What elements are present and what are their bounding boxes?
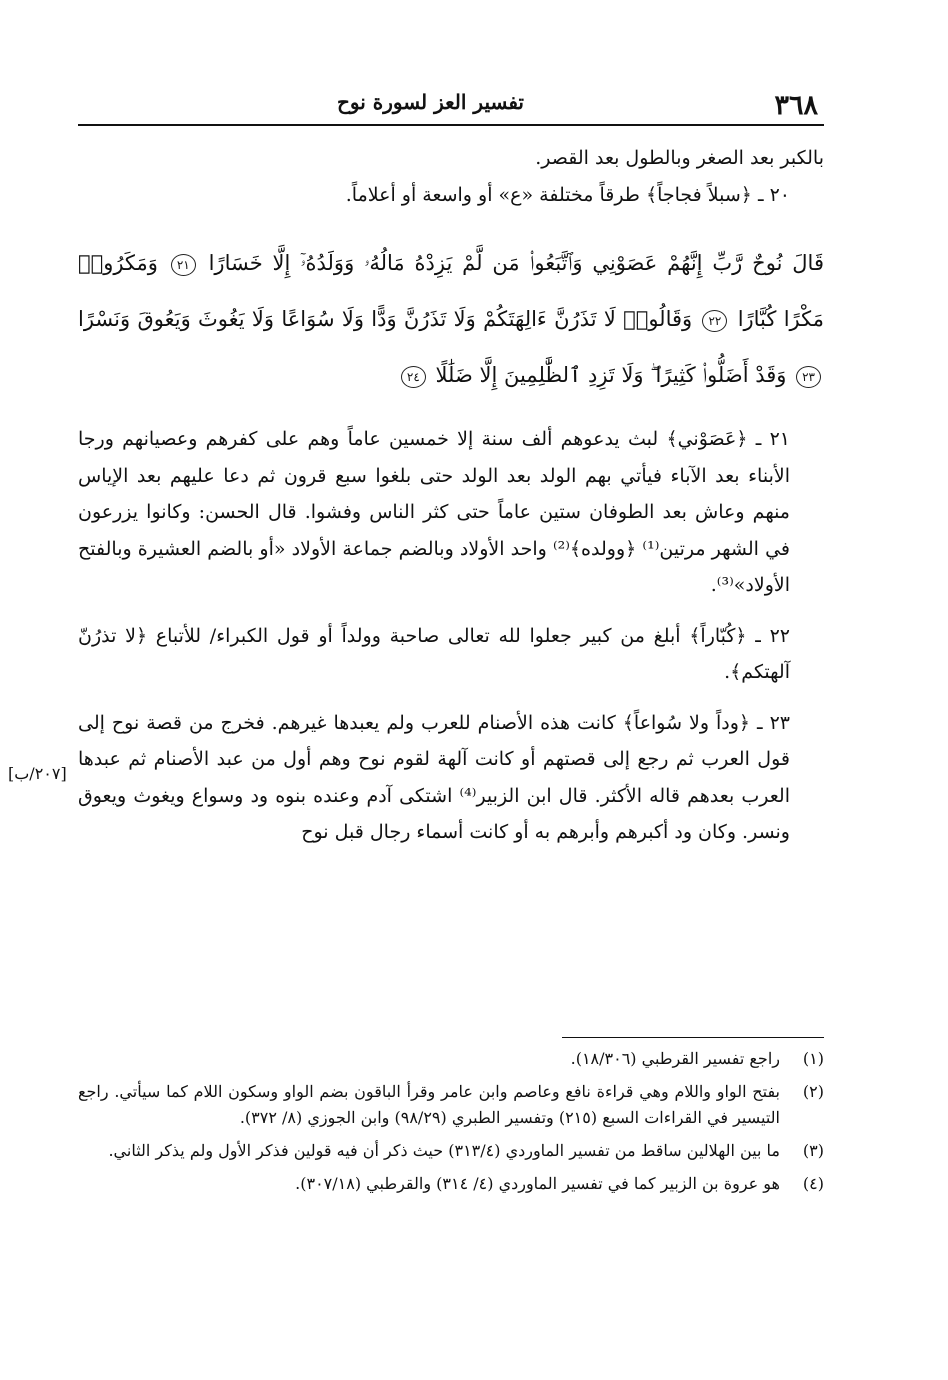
footnote bbox=[78, 1138, 824, 1164]
footnote-text: راجع تفسير القرطبي (١٨/٣٠٦). bbox=[570, 1049, 780, 1068]
paragraph-continuation: بالكبر بعد الصغر وبالطول بعد القصر. bbox=[535, 147, 824, 169]
ayah-marker-23: ٢٣ bbox=[796, 366, 821, 388]
footnote-text: ما بين الهلالين ساقط من تفسير الماوردي (٣١٣/٤) حيث ذكر أن فيه قولين فذكر الأول ولم يذكر الثاني. bbox=[108, 1141, 780, 1160]
ayah-24-text: وَقَدْ أَضَلُّوا۟ كَثِيرًا ۖ وَلَا تَزِدِ ٱلظَّٰلِمِينَ إِلَّا ضَلَٰلًا bbox=[435, 363, 787, 387]
header-rule bbox=[78, 124, 824, 126]
footnote-text: بفتح الواو واللام وهي قراءة نافع وعاصم وابن عامر وقرأ الباقون بضم الواو وسكون اللام كما سيأتي. راجع التيسير في القراءات السبع (٢١٥) وتفسير الطبري (٩٨/٢٩) وابن الجوزي (٨/ ٣٧٢). bbox=[78, 1082, 780, 1127]
ayah-marker-24: ٢٤ bbox=[401, 366, 426, 388]
footnote-number: (١) bbox=[802, 1049, 824, 1068]
page-number: ٣٦٨ bbox=[774, 90, 818, 121]
paragraph-verse-21: ٢١ ـ ﴿عَصَوْني﴾ لبث يدعوهم ألف سنة إلا خمسين عاماً وهم على كفرهم وعصيانهم ورجا الأبناء بعد الآباء فيأتي بهم الولد بعد الولد حتى بلغوا سبع قرون ثم دعا عليهم بعد الإياس منهم وعاش بعد الطوفان ستين عاماً حتى كثر الناس وفشوا. قال الحسن: وكانوا يزرعون في الشهر مرتين⁽¹⁾ ﴿وولده﴾⁽²⁾ واحد الأولاد وبالضم جماعة الأولاد «أو بالضم العشيرة وبالفتح الأولاد»⁽³⁾. bbox=[78, 428, 791, 596]
footnotes bbox=[78, 1046, 824, 1204]
paragraph-verse-20: ٢٠ ـ ﴿سبلاً فجاجاً﴾ طرقاً مختلفة «ع» أو واسعة أو أعلاماً. bbox=[345, 183, 790, 206]
running-title: تفسير العز لسورة نوح bbox=[336, 90, 524, 114]
page-header bbox=[78, 84, 824, 124]
footnote bbox=[78, 1046, 824, 1072]
ayah-22-text: وَمَكَرُوا۟ مَكْرًا كُبَّارًا bbox=[78, 251, 824, 331]
footnote bbox=[78, 1079, 824, 1131]
footnote-number: (٣) bbox=[802, 1141, 824, 1160]
footnote-text: هو عروة بن الزبير كما في تفسير الماوردي (٤/ ٣١٤) والقرطبي (٣٠٧/١٨). bbox=[295, 1174, 780, 1193]
footnote-number: (٢) bbox=[802, 1082, 824, 1101]
manuscript-folio-note: [٢٠٧/ب] bbox=[8, 764, 67, 783]
ayah-marker-22: ٢٢ bbox=[702, 310, 727, 332]
quran-passage bbox=[78, 235, 824, 403]
ayah-23-text: وَقَالُوا۟ لَا تَذَرُنَّ ءَالِهَتَكُمْ وَلَا تَذَرُنَّ وَدًّا وَلَا سُوَاعًا وَلَا يَغُوثَ وَيَعُوقَ وَنَسْرًا bbox=[78, 307, 693, 331]
paragraph-verse-23: ٢٣ ـ ﴿وداً ولا سُواعاً﴾ كانت هذه الأصنام للعرب ولم يعبدها غيرهم. فخرج من قصة نوح إلى قول العرب ثم رجع إلى قصتهم أو كانت آلهة لقوم نوح وهم أول من عبد الأصنام ثم عبدها العرب بعدهم قاله الأكثر. قال ابن الزبير⁽⁴⁾ اشتكى آدم وعنده بنوه ود وسواع ويغوث ويعوق ونسر. وكان ود أكبرهم وأبرهم به أو كانت أسماء رجال قبل نوح bbox=[78, 711, 790, 843]
paragraph-verse-22: ٢٢ ـ ﴿كُبّاراً﴾ أبلغ من كبير جعلوا لله تعالى صاحبة وولداً أو قول الكبراء/ للأتباع ﴿لا تذرُنّ آلهتكم﴾. bbox=[78, 624, 790, 683]
main-text bbox=[78, 140, 824, 851]
ayah-21-text: قَالَ نُوحٌ رَّبِّ إِنَّهُمْ عَصَوْنِي وَٱتَّبَعُوا۟ مَن لَّمْ يَزِدْهُ مَالُهُۥ وَوَلَدُهُۥٓ إِلَّا خَسَارًا bbox=[208, 251, 824, 275]
ayah-marker-21: ٢١ bbox=[171, 254, 196, 276]
footnote-number: (٤) bbox=[802, 1174, 824, 1193]
footnote bbox=[78, 1171, 824, 1197]
footnote-rule bbox=[562, 1037, 824, 1038]
